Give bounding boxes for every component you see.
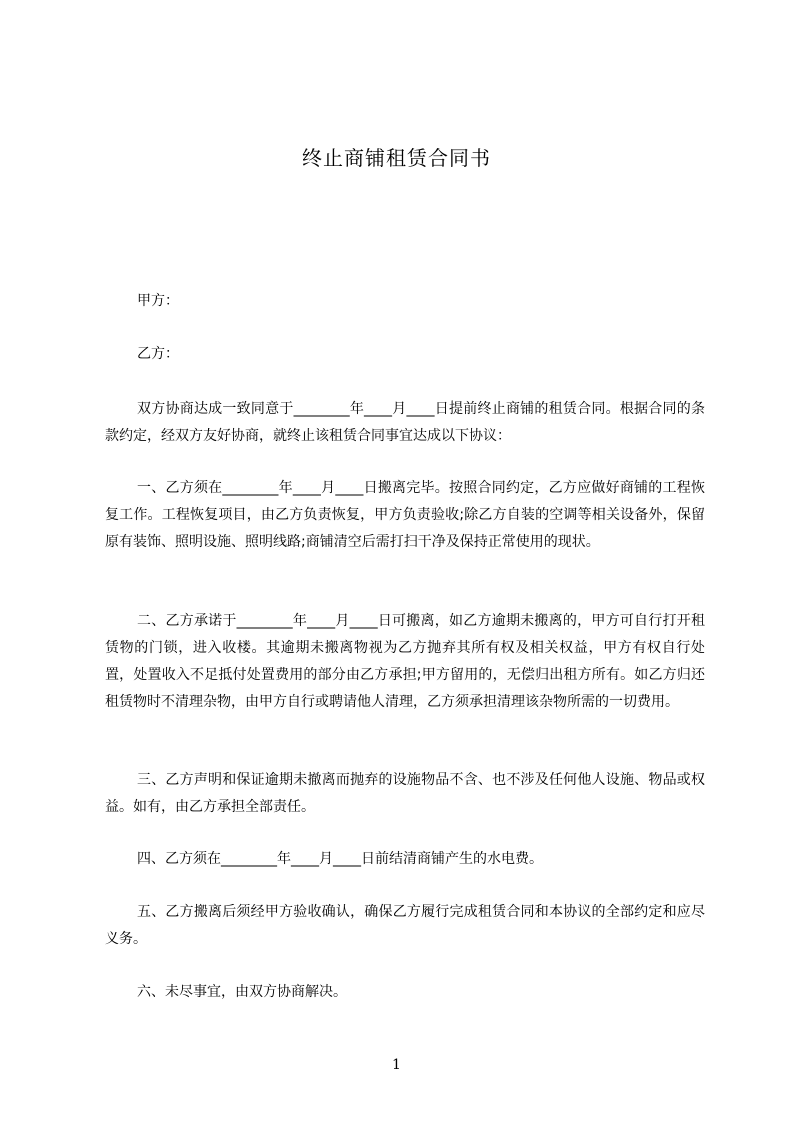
clause-3-paragraph: 三、乙方声明和保证逾期未撤离而抛弃的设施物品不含、也不涉及任何他人设施、物品或权益。如有，由乙方承担全部责任。 [105, 772, 705, 815]
clause-6-paragraph: 六、未尽事宜，由双方协商解决。 [137, 984, 347, 1000]
page-number: 1 [392, 1057, 401, 1073]
clause-2-paragraph: 二、乙方承诺于________年____月____日可搬离，如乙方逾期未搬离的，甲方可自行打开租赁物的门锁，进入收楼。其逾期未搬离物视为乙方抛弃其所有权及相关权益，甲方有权自行处置，处置收入不足抵付处置费用的部分由乙方承担;甲方留用的，无偿归出租方所有。如乙方归还租赁物时不清理杂物，由甲方自行或聘请他人清理，乙方须承担清理该杂物所需的一切费用。 [105, 613, 705, 710]
party-b-label: 乙方： [137, 346, 179, 362]
page-title: 终止商铺租赁合同书 [302, 146, 491, 170]
party-a-label: 甲方： [137, 293, 179, 309]
clause-1-paragraph: 一、乙方须在________年____月____日搬离完毕。按照合同约定，乙方应做好商铺的工程恢复工作。工程恢复项目，由乙方负责恢复，甲方负责验收;除乙方自装的空调等相关设备外，保留原有装饰、照明设施、照明线路;商铺清空后需打扫干净及保持正常使用的现状。 [105, 480, 705, 550]
clause-4-paragraph: 四、乙方须在________年____月____日前结清商铺产生的水电费。 [137, 851, 543, 867]
intro-paragraph: 双方协商达成一致同意于________年____月____日提前终止商铺的租赁合同。根据合同的条款约定，经双方友好协商，就终止该租赁合同事宜达成以下协议： [105, 401, 705, 444]
clause-5-paragraph: 五、乙方搬离后须经甲方验收确认，确保乙方履行完成租赁合同和本协议的全部约定和应尽义务。 [105, 904, 705, 947]
